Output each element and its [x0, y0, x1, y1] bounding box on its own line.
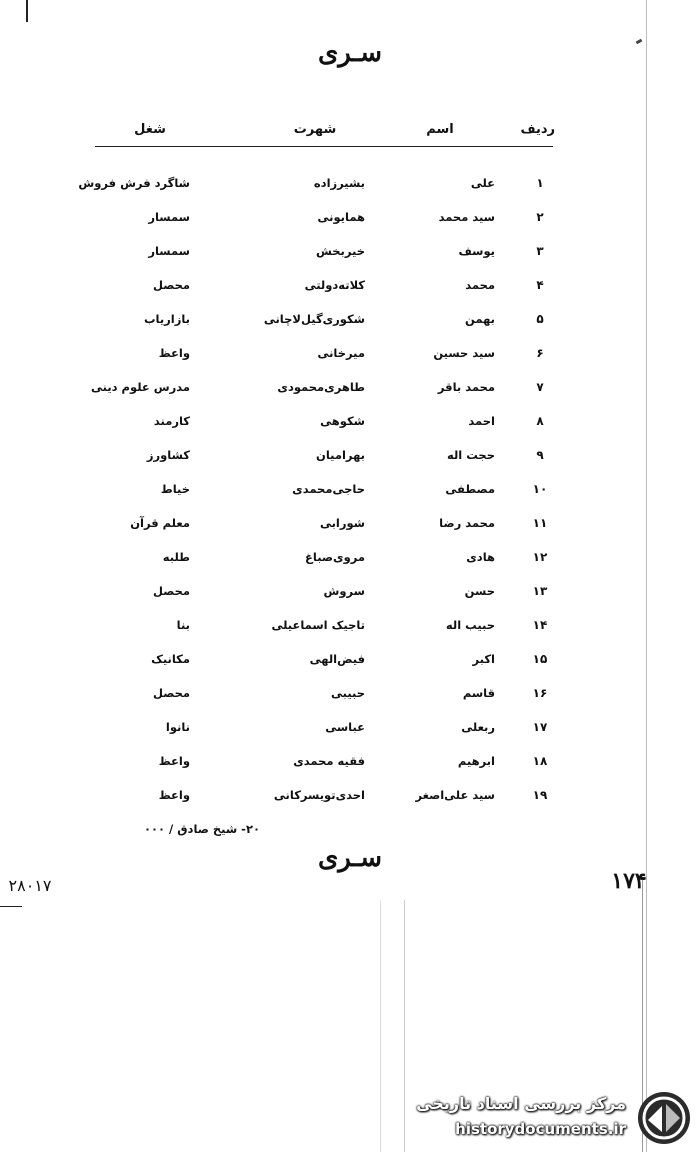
- row-number-cell: ۱۰: [532, 482, 548, 496]
- surname-cell: همایونی: [317, 210, 365, 224]
- occupation-cell: واعظ: [158, 788, 190, 802]
- row-number-cell: ۳: [536, 244, 544, 258]
- name-cell: حبیب اله: [445, 618, 495, 632]
- name-cell: اکبر: [472, 652, 495, 666]
- row-number-cell: ۷: [536, 380, 544, 394]
- surname-cell: شکوهی: [320, 414, 365, 428]
- name-cell: علی: [470, 176, 495, 190]
- occupation-cell: بنا: [176, 618, 190, 632]
- header-surname: شهرت: [293, 122, 337, 137]
- page-title-bottom: سـری: [317, 843, 383, 873]
- name-cell: هادی: [466, 550, 495, 564]
- watermark-url: historydocuments.ir: [455, 1120, 626, 1138]
- surname-cell: تاجیک اسماعیلی: [271, 618, 365, 632]
- occupation-cell: محصل: [152, 278, 190, 292]
- row-number-cell: ۸: [536, 414, 544, 428]
- archive-watermark: [404, 1082, 700, 1152]
- name-cell: بهمن: [465, 312, 495, 326]
- archive-code: ۲۸۰۱۷: [8, 876, 52, 895]
- archive-logo-icon: [636, 1090, 692, 1146]
- occupation-cell: مدرس علوم دینی: [91, 380, 190, 394]
- surname-cell: بهرامیان: [316, 448, 365, 462]
- row-number-cell: ۱۵: [532, 652, 548, 666]
- name-cell: قاسم: [462, 686, 495, 700]
- occupation-cell: نانوا: [165, 720, 190, 734]
- surname-cell: طاهری‌محمودی: [277, 380, 365, 394]
- scan-line: [380, 900, 381, 1152]
- surname-cell: شکوری‌گیل‌لاچانی: [263, 312, 365, 326]
- table-footnote: ۲۰- شیخ صادق / ۰۰۰: [143, 822, 260, 836]
- name-cell: حسن: [464, 584, 495, 598]
- occupation-cell: واعظ: [158, 346, 190, 360]
- page-title-top: سـری: [317, 38, 383, 68]
- row-number-cell: ۲: [536, 210, 544, 224]
- name-cell: سید علی‌اصغر: [415, 788, 495, 802]
- surname-cell: فقیه محمدی: [293, 754, 365, 768]
- occupation-cell: محصل: [152, 686, 190, 700]
- name-cell: محمد رضا: [439, 516, 495, 530]
- name-cell: ربعلی: [461, 720, 495, 734]
- name-cell: یوسف: [458, 244, 495, 258]
- margin-mark: [0, 906, 22, 907]
- row-number-cell: ۱۸: [532, 754, 548, 768]
- occupation-cell: بازاریاب: [143, 312, 190, 326]
- surname-cell: بشیرزاده: [313, 176, 365, 190]
- surname-cell: عباسی: [325, 720, 365, 734]
- name-cell: سید حسین: [433, 346, 495, 360]
- name-cell: محمد: [465, 278, 495, 292]
- occupation-cell: شاگرد فرش فروش: [78, 176, 190, 190]
- surname-cell: فیض‌الهی: [309, 652, 365, 666]
- row-number-cell: ۶: [536, 346, 544, 360]
- scan-corner-mark: [26, 0, 28, 22]
- surname-cell: کلاته‌دولتی: [304, 278, 365, 292]
- header-row-number: ردیف: [520, 122, 555, 137]
- row-number-cell: ۵: [536, 312, 544, 326]
- surname-cell: حبیبی: [330, 686, 365, 700]
- occupation-cell: طلبه: [162, 550, 190, 564]
- page-number: ۱۷۴: [611, 868, 647, 894]
- row-number-cell: ۴: [536, 278, 544, 292]
- surname-cell: خیربخش: [316, 244, 365, 258]
- occupation-cell: سمسار: [148, 210, 190, 224]
- watermark-title: مرکز بررسی اسناد تاریخی: [416, 1094, 626, 1113]
- surname-cell: سروش: [323, 584, 365, 598]
- row-number-cell: ۱۴: [532, 618, 548, 632]
- name-cell: مصطفی: [445, 482, 495, 496]
- occupation-cell: معلم قرآن: [130, 516, 190, 530]
- occupation-cell: محصل: [152, 584, 190, 598]
- occupation-cell: کشاورز: [146, 448, 190, 462]
- row-number-cell: ۹: [536, 448, 544, 462]
- surname-cell: مروی‌صباغ: [305, 550, 365, 564]
- row-number-cell: ۱: [536, 176, 544, 190]
- occupation-cell: کارمند: [153, 414, 190, 428]
- scan-line: [646, 0, 647, 1152]
- row-number-cell: ۱۷: [532, 720, 548, 734]
- occupation-cell: واعظ: [158, 754, 190, 768]
- header-underline: [95, 146, 553, 147]
- surname-cell: احدی‌تویسرکانی: [273, 788, 365, 802]
- surname-cell: میرخانی: [317, 346, 365, 360]
- surname-cell: حاجی‌محمدی: [292, 482, 365, 496]
- row-number-cell: ۱۶: [532, 686, 548, 700]
- header-name: اسم: [426, 122, 454, 137]
- name-cell: سید محمد: [438, 210, 495, 224]
- row-number-cell: ۱۳: [532, 584, 548, 598]
- row-number-cell: ۱۱: [532, 516, 548, 530]
- surname-cell: شورابی: [319, 516, 365, 530]
- occupation-cell: سمسار: [148, 244, 190, 258]
- row-number-cell: ۱۹: [532, 788, 548, 802]
- scan-speck: [636, 39, 643, 45]
- occupation-cell: خیاط: [160, 482, 190, 496]
- name-cell: محمد باقر: [437, 380, 495, 394]
- row-number-cell: ۱۲: [532, 550, 548, 564]
- name-cell: حجت اله: [447, 448, 495, 462]
- header-occupation: شغل: [134, 122, 166, 137]
- name-cell: ابرهیم: [457, 754, 495, 768]
- occupation-cell: مکانیک: [151, 652, 190, 666]
- name-cell: احمد: [468, 414, 495, 428]
